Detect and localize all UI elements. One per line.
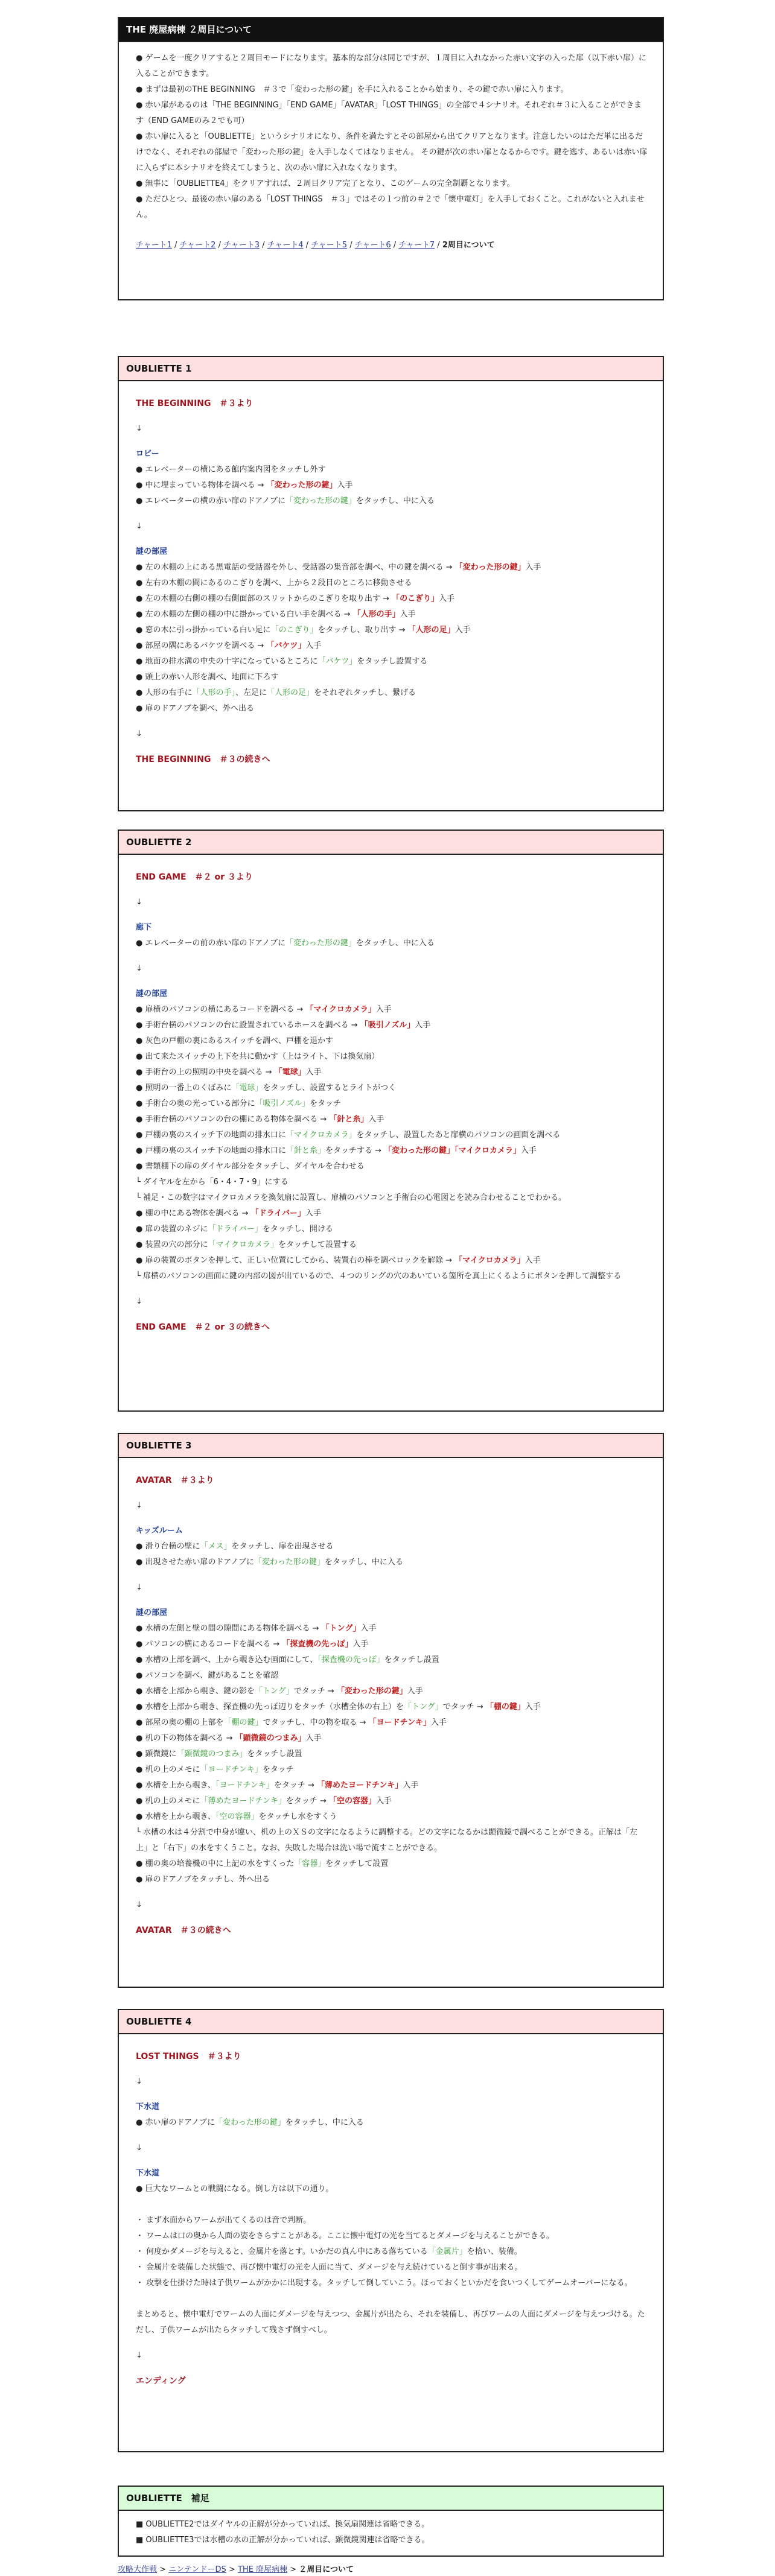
used-item: 「ヨードチンキ」	[200, 1765, 263, 1774]
oubliette1-title: OUBLIETTE 1	[119, 357, 663, 381]
used-item: 「変わった形の鍵」	[285, 496, 356, 506]
step-line	[136, 591, 648, 607]
step-text: 入手	[431, 1718, 447, 1727]
o4-sewer-steps-1	[136, 2115, 648, 2131]
step-text: をタッチし、設置したあと扉横のパソコンの画面を調べる	[356, 1131, 561, 1140]
step-text: ● 棚の奥の培養機の中に上記の水をすくった	[136, 1859, 295, 1868]
used-item: 「人形の手」	[192, 688, 235, 697]
step-text: ● 顕微鏡に	[136, 1750, 177, 1759]
step-line	[136, 1002, 648, 1018]
obtained-item: 「顕微鏡のつまみ」	[235, 1734, 306, 1743]
step-line	[136, 654, 648, 670]
step-text: 入手	[454, 626, 471, 635]
step-text: ● 出現させた赤い扉のドアノブに	[136, 1558, 255, 1567]
supplement-content	[119, 2511, 663, 2560]
step-text: ● エレベーターの横にある館内案内図をタッチし外す	[136, 465, 326, 474]
step-line	[136, 2260, 648, 2276]
arrow: ↓	[136, 1297, 142, 1306]
oubliette3-box	[118, 1433, 664, 1988]
step-line	[136, 1096, 648, 1112]
obtained-item: 「変わった形の鍵」	[266, 481, 337, 490]
step-text: └ 水槽の水は４分割で中身が違い、机の上のＸＳの文字になるように調整する。どの文字になるかは顕微鏡で調べることができる。正解は「左上」と「右下」の水をすくうこと。なお、失敗した場合は洗い場で流すことができる。	[136, 1828, 637, 1853]
used-item: 「ドライバー」	[208, 1225, 263, 1234]
chart-nav: チャート1 / チャート2 / チャート3 / チャート4 / チャート5 / チャート6 / チャート7 / 2周目について	[136, 241, 495, 250]
intro-title: THE 廃屋病棟 ２周目について	[119, 18, 663, 42]
step-text: をタッチし、中に入る	[356, 496, 435, 506]
used-item: 「電球」	[231, 1083, 263, 1093]
supplement-line: ■ OUBLIETTE2ではダイヤルの正解が分かっていれば、換気扇関連は省略できる。	[136, 2520, 430, 2529]
step-text: ● 戸棚の裏のスイッチ下の地面の排水口に	[136, 1131, 286, 1140]
o4-sewer-heading-2: 下水道	[136, 2169, 160, 2178]
step-line	[136, 2244, 648, 2260]
step-text: ● 滑り台横の壁に	[136, 1542, 200, 1551]
step-text: をタッチし、中に入る	[356, 939, 435, 948]
step-text: ・ 金属片を装備した状態で、再び懐中電灯の光を人面に当て、ダメージを与え続けていると倒す事が出来る。	[136, 2263, 523, 2272]
step-line	[136, 1253, 648, 1269]
step-line	[136, 1065, 648, 1080]
o2-room-heading: 謎の部屋	[136, 989, 168, 998]
step-text: 入手	[400, 610, 416, 619]
step-line	[136, 1033, 648, 1049]
step-line	[136, 576, 648, 591]
step-text: をタッチし設置する	[357, 657, 428, 666]
step-text: 入手	[305, 1068, 322, 1077]
step-line	[136, 1762, 648, 1778]
step-text: ● 赤い扉のドアノブに	[136, 2118, 215, 2127]
step-line	[136, 560, 648, 576]
used-item: 「マイクロカメラ」	[208, 1240, 278, 1249]
step-text: └ 扉横のパソコンの画面に鍵の内部の図が出ているので、４つのリングの穴のあいている箇所を真上にくるようにボタンを押して調整する	[136, 1272, 622, 1281]
used-item: 「ヨードチンキ」	[215, 1781, 274, 1790]
step-line	[136, 1080, 648, 1096]
intro-bullet: ● まずは最初のTHE BEGINNING ＃３で「変わった形の鍵」を手に入れることから始まり、その鍵で赤い扉に入ります。	[136, 85, 569, 94]
step-text: を拾い、装備。	[467, 2247, 522, 2256]
chart-link-4[interactable]: チャート4	[267, 241, 304, 250]
step-line	[136, 1746, 648, 1762]
step-text: 入手	[368, 1115, 384, 1124]
step-line	[136, 1143, 648, 1159]
step-line	[136, 623, 648, 638]
step-text: ● 水槽を上から覗き、	[136, 1781, 215, 1790]
o4-source: LOST THINGS ＃３より	[136, 2052, 241, 2061]
oubliette3-content	[119, 1458, 663, 1956]
step-text: ● 机の上のメモに	[136, 1765, 200, 1774]
used-item: 「薄めたヨードチンキ」	[200, 1797, 286, 1806]
step-line	[136, 1715, 648, 1731]
obtained-item: 「のこぎり」	[392, 594, 439, 603]
step-text: ● 照明の一番上のくぼみに	[136, 1083, 232, 1093]
step-text: ● 手術台の上の照明の中央を調べる →	[136, 1068, 275, 1077]
step-text: をタッチ →	[273, 1781, 317, 1790]
step-line	[136, 1175, 648, 1190]
step-text: ● 机の上のメモに	[136, 1797, 200, 1806]
breadcrumb-link[interactable]: 攻略大作戦	[118, 2565, 158, 2574]
step-text: でタッチ →	[442, 1702, 486, 1712]
step-text: 入手	[439, 594, 455, 603]
step-text: ● 左の木棚の上にある黒電話の受話器を外し、受話器の集音部を調べ、中の鍵を調べる →	[136, 563, 455, 572]
step-line	[136, 1794, 648, 1809]
supplement-title: OUBLIETTE 補足	[119, 2487, 663, 2511]
step-text: ● 扉の装置のネジに	[136, 1225, 208, 1234]
arrow: ↓	[136, 1583, 142, 1592]
intro-bullet: ● ただひとつ、最後の赤い扉のある「LOST THINGS ＃３」ではその１つ前の＃２で「懐中電灯」を入手しておくこと。これがないと入れません。	[136, 195, 645, 220]
step-text: └ ダイヤルを左から「6・4・7・9」にする	[136, 1178, 289, 1187]
obtained-item: 「ヨードチンキ」	[368, 1718, 432, 1727]
chart-link-7[interactable]: チャート7	[398, 241, 435, 250]
step-line	[136, 670, 648, 685]
step-text: ● 地面の排水溝の中央の十字になっているところに	[136, 657, 318, 666]
step-text: ● 人形の右手に	[136, 688, 193, 697]
obtained-item: 「変わった形の鍵」	[336, 1687, 407, 1696]
current-page-label: 2周目について	[442, 241, 495, 250]
step-text: ● 中に埋まっている物体を調べる →	[136, 481, 267, 490]
step-line	[136, 936, 648, 951]
step-text: をタッチして設置する	[278, 1240, 357, 1249]
intro-content	[119, 42, 663, 265]
chart-link-1[interactable]: チャート1	[136, 241, 172, 250]
used-item: 「棚の鍵」	[223, 1718, 263, 1727]
step-text: をタッチして設置	[325, 1859, 389, 1868]
step-text: ● 机の下の物体を調べる →	[136, 1734, 235, 1743]
step-text: ● 手術台横のパソコンの台に設置されているホースを調べる →	[136, 1021, 360, 1030]
o3-kids-heading: キッズルーム	[136, 1526, 183, 1535]
step-text: をタッチする →	[325, 1146, 384, 1155]
obtained-item: 「バケツ」	[266, 641, 306, 650]
step-text: ● 書類棚下の扉のダイヤル部分をタッチし、ダイヤルを合わせる	[136, 1162, 365, 1171]
step-line	[136, 1684, 648, 1699]
arrow: ↓	[136, 2351, 142, 2360]
step-text: をタッチし、開ける	[262, 1225, 333, 1234]
step-text: ● 出て来たスイッチの上下を共に動かす（上はライト、下は換気扇）	[136, 1052, 380, 1061]
used-item: 「変わった形の鍵」	[215, 2118, 285, 2127]
step-text: をタッチし、扉を出現させる	[231, 1542, 334, 1551]
arrow: ↓	[136, 2077, 142, 2086]
o4-sewer-steps-2	[136, 2181, 648, 2197]
step-line	[136, 1872, 648, 1888]
step-line	[136, 1699, 648, 1715]
o4-boss-notes	[136, 2213, 648, 2291]
step-text: 入手	[375, 1005, 392, 1014]
step-text: ● 扉のドアノブを調べ、外へ出る	[136, 704, 255, 713]
step-text: をタッチ	[309, 1099, 341, 1108]
used-item: 「トング」	[254, 1687, 294, 1696]
step-text: 入手	[415, 1021, 431, 1030]
step-text: ● エレベーターの横の赤い扉のドアノブに	[136, 496, 286, 506]
step-line	[136, 1809, 648, 1825]
oubliette4-box	[118, 2009, 664, 2452]
used-item: 「人形の足」	[267, 688, 314, 697]
step-text: ● 左の木棚の右側の棚の右側面部のスリットからのこぎりを取り出す →	[136, 594, 392, 603]
step-line	[136, 1049, 648, 1065]
used-item: 「トング」	[403, 1702, 443, 1712]
o3-source: AVATAR ＃３より	[136, 1476, 214, 1485]
o1-room-heading: 謎の部屋	[136, 547, 168, 556]
used-item: 「マイクロカメラ」	[285, 1131, 357, 1140]
breadcrumb-link[interactable]: ニンテンドーDS	[168, 2565, 226, 2574]
step-text: をタッチし、設置するとライトがつく	[263, 1083, 397, 1093]
step-text: ● 棚の中にある物体を調べる →	[136, 1209, 251, 1218]
used-item: 「針と糸」	[285, 1146, 325, 1155]
step-text: をタッチ →	[285, 1797, 330, 1806]
obtained-item: 「針と糸」	[329, 1115, 369, 1124]
step-text: ● 手術台横のパソコンの台の棚にある物体を調べる →	[136, 1115, 330, 1124]
step-text: ● 水槽を上部から覗き、鍵の影を	[136, 1687, 255, 1696]
oubliette4-content	[119, 2034, 663, 2407]
obtained-item: 「ドライバー」	[250, 1209, 305, 1218]
step-line	[136, 607, 648, 623]
o1-lobby-steps	[136, 462, 648, 509]
step-line	[136, 638, 648, 654]
step-text: 入手	[525, 563, 541, 572]
breadcrumb: 攻略大作戦 > ニンテンドーDS > THE 廃屋病棟 > ２周目について	[118, 2565, 354, 2574]
step-line	[136, 1778, 648, 1794]
arrow: ↓	[136, 898, 142, 907]
used-item: 「吸引ノズル」	[255, 1099, 310, 1108]
obtained-item: 「電球」	[274, 1068, 306, 1077]
step-text: ● パソコンを調べ、鍵があることを確認	[136, 1671, 279, 1680]
oubliette2-box	[118, 830, 664, 1412]
step-text: ● 窓の木に引っ掛かっている白い足に	[136, 626, 271, 635]
step-text: ● 扉の装置のボタンを押して、正しい位置にしてから、装置右の棒を調べロックを解除 →	[136, 1256, 455, 1265]
step-text: でタッチし、中の物を取る →	[263, 1718, 369, 1727]
step-text: をタッチし設置	[247, 1750, 302, 1759]
step-line	[136, 701, 648, 717]
o4-sewer-heading-1: 下水道	[136, 2102, 160, 2111]
step-text: ● 左右の木棚の間にあるのこぎりを調べ、上から２段目のところに移動させる	[136, 579, 412, 588]
arrow: ↓	[136, 424, 142, 433]
step-text: をタッチし、中に入る	[285, 2118, 364, 2127]
intro-bullet: ● 赤い扉に入ると「OUBLIETTE」というシナリオになり、条件を満たすとその部屋から出てクリアとなります。注意したいのはただ単に出るだけでなく、それぞれの部屋で「変わった形の鍵」を入手しなくてはなりません。 その鍵が次の赤い扉となるからです。鍵を逃す、あるいは赤い扉に入らずに本シナリオを終えてしまうと、次の赤い扉に入れなくなります。	[136, 132, 648, 173]
step-line	[136, 1539, 648, 1555]
supplement-line: ■ OUBLIETTE3では水槽の水の正解が分かっていれば、顕微鏡関連は省略できる。	[136, 2536, 430, 2545]
step-text: 入手	[305, 1209, 322, 1218]
step-line	[136, 1668, 648, 1684]
step-text: ・ 攻撃を仕掛けた時は子供ワームがかかに出現する。タッチして倒していこう。ほっておくといかだを食いつくしてゲームオーバーになる。	[136, 2279, 633, 2288]
step-line	[136, 2229, 648, 2244]
step-text: をそれぞれタッチし、繋げる	[314, 688, 416, 697]
arrow: ↓	[136, 1501, 142, 1510]
step-line	[136, 1731, 648, 1746]
step-text: ● 水槽の上部を調べ、上から覗き込む画面にして、	[136, 1655, 318, 1664]
intro-bullet: ● 赤い扉があるのは「THE BEGINNING」「END GAME」「AVATAR」「LOST THINGS」の全部で４シナリオ。それぞれ＃３に入ることができます（END GAMEのみ２でも可）	[136, 101, 642, 125]
step-line	[136, 1128, 648, 1143]
step-text: でタッチ →	[293, 1687, 337, 1696]
step-text: をタッチし水をすくう	[258, 1812, 337, 1821]
step-text: ・ 何度かダメージを与えると、金属片を落とす。いかだの真ん中にある落ちている	[136, 2247, 428, 2256]
step-text: ● 頭上の赤い人形を調べ、地面に下ろす	[136, 673, 279, 682]
step-text: ● 巨大なワームとの戦闘になる。倒し方は以下の通り。	[136, 2184, 334, 2194]
step-text: 入手	[407, 1687, 423, 1696]
used-item: 「顕微鏡のつまみ」	[176, 1750, 247, 1759]
step-text: 入手	[376, 1797, 392, 1806]
step-text: └ 補足・この数字はマイクロカメラを換気扇に設置し、扉横のパソコンと手術台の心電図とを読み合わせることでわかる。	[136, 1193, 567, 1202]
step-text: をタッチ	[262, 1765, 294, 1774]
step-text: 入手	[337, 481, 353, 490]
step-line	[136, 2181, 648, 2197]
obtained-item: 「棚の鍵」	[485, 1702, 525, 1712]
o2-room-steps	[136, 1002, 648, 1284]
obtained-item: 「トング」	[321, 1624, 361, 1633]
intro-box	[118, 17, 664, 300]
step-text: ・ ワームは口の奥から人面の姿をさらすことがある。ここに懐中電灯の光を当てるとダメージを与えることができる。	[136, 2232, 554, 2241]
step-text: をタッチし、取り出す →	[317, 626, 408, 635]
step-text: 入手	[305, 641, 322, 650]
step-line	[136, 2115, 648, 2131]
breadcrumb-link[interactable]: THE 廃屋病棟	[237, 2565, 288, 2574]
chart-link-2[interactable]: チャート2	[179, 241, 216, 250]
used-item: 「変わった形の鍵」	[285, 939, 356, 948]
step-text: ● 部屋の奥の棚の上部を	[136, 1718, 224, 1727]
step-line	[136, 1856, 648, 1872]
step-text: 入手	[360, 1624, 377, 1633]
obtained-item: 「吸引ノズル」	[360, 1021, 415, 1030]
o2-hall-heading: 廊下	[136, 923, 152, 932]
step-line	[136, 1825, 648, 1856]
step-text: をタッチし、中に入る	[324, 1558, 403, 1567]
step-text: ● 灰色の戸棚の裏にあるスイッチを調べ、戸棚を退かす	[136, 1036, 333, 1045]
supplement-box	[118, 2486, 664, 2557]
o4-ending: エンディング	[136, 2376, 186, 2386]
step-line	[136, 1555, 648, 1570]
step-text: 入手	[403, 1781, 419, 1790]
used-item: 「容器」	[294, 1859, 326, 1868]
o2-hall-steps	[136, 936, 648, 951]
arrow: ↓	[136, 964, 142, 973]
arrow: ↓	[136, 522, 142, 531]
step-text: ● 水槽を上から覗き、	[136, 1812, 215, 1821]
chart-link-5[interactable]: チャート5	[311, 241, 348, 250]
step-text: 入手	[305, 1734, 322, 1743]
arrow: ↓	[136, 1900, 142, 1909]
step-line	[136, 1190, 648, 1206]
used-item: 「のこぎり」	[270, 626, 318, 635]
chart-link-6[interactable]: チャート6	[354, 241, 391, 250]
o2-continue: END GAME ＃２ or ３の続きへ	[136, 1322, 270, 1332]
step-line	[136, 1222, 648, 1237]
arrow: ↓	[136, 729, 142, 738]
oubliette3-title: OUBLIETTE 3	[119, 1434, 663, 1458]
step-line	[136, 2276, 648, 2291]
step-text: ● パソコンの横にあるコードを調べる →	[136, 1640, 282, 1649]
obtained-item: 「変わった形の鍵」	[454, 563, 526, 572]
step-text: ● エレベーターの前の赤い扉のドアノブに	[136, 939, 286, 948]
o4-summary: まとめると、懐中電灯でワームの人面にダメージを与えつつ、金属片が出たら、それを装備し、再びワームの人面にダメージを与えつづける。ただし、子供ワームが出たらタッチして残さず倒すべし。	[136, 2310, 645, 2335]
oubliette2-title: OUBLIETTE 2	[119, 831, 663, 855]
o1-lobby-heading: ロビー	[136, 449, 159, 458]
step-text: ● 戸棚の裏のスイッチ下の地面の排水口に	[136, 1146, 286, 1155]
step-text: をタッチし設置	[384, 1655, 439, 1664]
step-line	[136, 1621, 648, 1637]
used-item: 「金属片」	[427, 2247, 467, 2256]
step-line	[136, 2213, 648, 2229]
o3-continue: AVATAR ＃３の続きへ	[136, 1926, 231, 1935]
o3-room-steps	[136, 1621, 648, 1888]
used-item: 「バケツ」	[317, 657, 357, 666]
step-line	[136, 1206, 648, 1222]
step-line	[136, 1652, 648, 1668]
oubliette1-content	[119, 381, 663, 785]
step-text: 、左足に	[235, 688, 267, 697]
o3-kids-steps	[136, 1539, 648, 1570]
step-line	[136, 493, 648, 509]
obtained-item: 「空の容器」	[329, 1797, 377, 1806]
oubliette1-box	[118, 356, 664, 811]
step-line	[136, 1112, 648, 1128]
step-text: ● 左の木棚の左側の棚の中に掛かっている白い手を調べる →	[136, 610, 353, 619]
step-text: 入手	[352, 1640, 369, 1649]
oubliette2-content	[119, 855, 663, 1353]
obtained-item: 「探査機の先っぽ」	[282, 1640, 353, 1649]
step-text: 入手	[521, 1146, 537, 1155]
step-line	[136, 462, 648, 478]
step-text: ● 扉横のパソコンの横にあるコードを調べる →	[136, 1005, 306, 1014]
step-text: ● 装置の穴の部分に	[136, 1240, 208, 1249]
used-item: 「探査機の先っぽ」	[317, 1655, 384, 1664]
step-text: ● 水槽の左側と壁の間の隙間にある物体を調べる →	[136, 1624, 322, 1633]
breadcrumb-current: ２周目について	[299, 2565, 354, 2574]
step-text: ● 手術台の奥の光っている部分に	[136, 1099, 255, 1108]
step-text: ● 水槽を上部から覗き、探査機の先っぽ辺りをタッチ（水槽全体の右上）を	[136, 1702, 404, 1712]
obtained-item: 「変わった形の鍵」「マイクロカメラ」	[384, 1146, 521, 1155]
step-text: 入手	[525, 1256, 541, 1265]
used-item: 「メス」	[200, 1542, 232, 1551]
o1-source: THE BEGINNING ＃３より	[136, 399, 254, 408]
obtained-item: 「マイクロカメラ」	[305, 1005, 376, 1014]
o1-continue: THE BEGINNING ＃３の続きへ	[136, 755, 270, 764]
o2-source: END GAME ＃２ or ３より	[136, 872, 253, 882]
step-text: ● 部屋の隅にあるバケツを調べる →	[136, 641, 267, 650]
step-line	[136, 1159, 648, 1175]
intro-bullet: ● ゲームを一度クリアすると２周目モードになります。基本的な部分は同じですが、１周目に入れなかった赤い文字の入った扉（以下赤い扉）に入ることができます。	[136, 54, 646, 78]
obtained-item: 「マイクロカメラ」	[454, 1256, 525, 1265]
step-line	[136, 1637, 648, 1652]
chart-link-3[interactable]: チャート3	[223, 241, 260, 250]
obtained-item: 「人形の足」	[407, 626, 455, 635]
oubliette4-title: OUBLIETTE 4	[119, 2010, 663, 2034]
obtained-item: 「人形の手」	[352, 610, 400, 619]
o1-room-steps	[136, 560, 648, 717]
used-item: 「変わった形の鍵」	[254, 1558, 325, 1567]
step-line	[136, 1018, 648, 1033]
step-line	[136, 685, 648, 701]
intro-bullets	[136, 51, 648, 223]
obtained-item: 「薄めたヨードチンキ」	[317, 1781, 403, 1790]
step-line	[136, 478, 648, 493]
step-text: ● 扉のドアノブをタッチし、外へ出る	[136, 1875, 270, 1884]
used-item: 「空の容器」	[215, 1812, 259, 1821]
step-line	[136, 1237, 648, 1253]
step-text: ・ まず水面からワームが出てくるのは音で判断。	[136, 2216, 311, 2225]
o3-room-heading: 謎の部屋	[136, 1608, 168, 1617]
step-text: 入手	[525, 1702, 541, 1712]
arrow: ↓	[136, 2143, 142, 2152]
step-line	[136, 1269, 648, 1284]
intro-bullet: ● 無事に「OUBLIETTE4」をクリアすれば、２周目クリア完了となり、このゲームの完全制覇となります。	[136, 179, 515, 188]
